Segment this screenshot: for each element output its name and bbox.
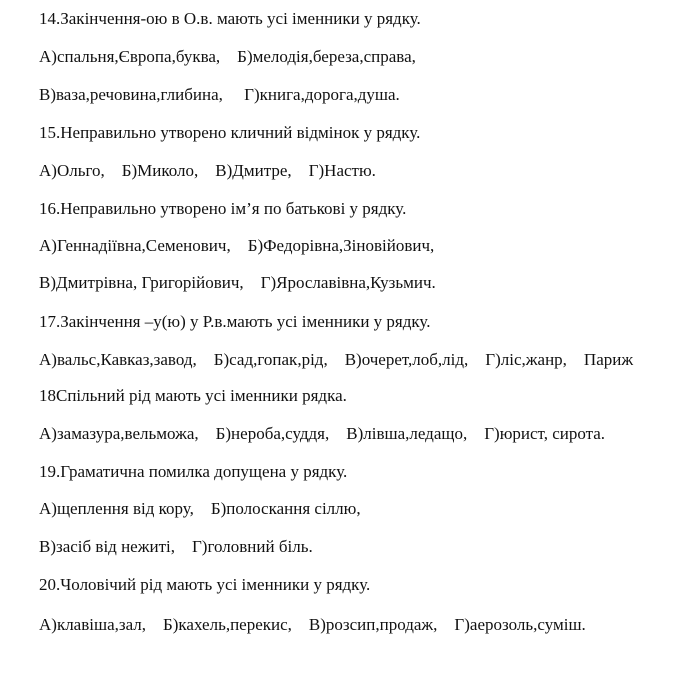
question-14: 14.Закінчення-ою в О.в. мають усі іменники у рядку. <box>39 9 421 28</box>
question-16-options-line-1: А)Геннадіївна,Семенович, Б)Федорівна,Зіновійович, <box>39 236 435 255</box>
question-14-options-line-2: В)ваза,речовина,глибина, Г)книга,дорога,душа. <box>39 85 400 104</box>
question-19-options-line-2: В)засіб від нежиті, Г)головний біль. <box>39 537 313 556</box>
question-19: 19.Граматична помилка допущена у рядку. <box>39 462 348 481</box>
question-15-options-line-1: А)Ольго, Б)Миколо, В)Дмитре, Г)Настю. <box>39 161 376 180</box>
question-16: 16.Неправильно утворено ім’я по батькові у рядку. <box>39 199 407 218</box>
question-16-options-line-2: В)Дмитрівна, Григорійович, Г)Ярославівна,Кузьмич. <box>39 273 436 292</box>
question-17: 17.Закінчення –у(ю) у Р.в.мають усі іменники у рядку. <box>39 312 431 331</box>
question-14-options-line-1: А)спальня,Європа,буква, Б)мелодія,береза,справа, <box>39 47 416 66</box>
question-18-options-line-1: А)замазура,вельможа, Б)нероба,суддя, В)лівша,ледащо, Г)юрист, сирота. <box>39 424 606 443</box>
question-19-options-line-1: А)щеплення від кору, Б)полоскання сіллю, <box>39 499 361 518</box>
question-20-options-line-1: А)клавіша,зал, Б)кахель,перекис, В)розсип,продаж, Г)аерозоль,суміш. <box>39 615 586 634</box>
question-17-options-line-1: А)вальс,Кавказ,завод, Б)сад,гопак,рід, В)очерет,лоб,лід, Г)ліс,жанр, Париж <box>39 350 634 369</box>
question-18: 18Спільний рід мають усі іменники рядка. <box>39 386 347 405</box>
question-15: 15.Неправильно утворено кличний відмінок у рядку. <box>39 123 421 142</box>
question-20: 20.Чоловічий рід мають усі іменники у рядку. <box>39 575 371 594</box>
